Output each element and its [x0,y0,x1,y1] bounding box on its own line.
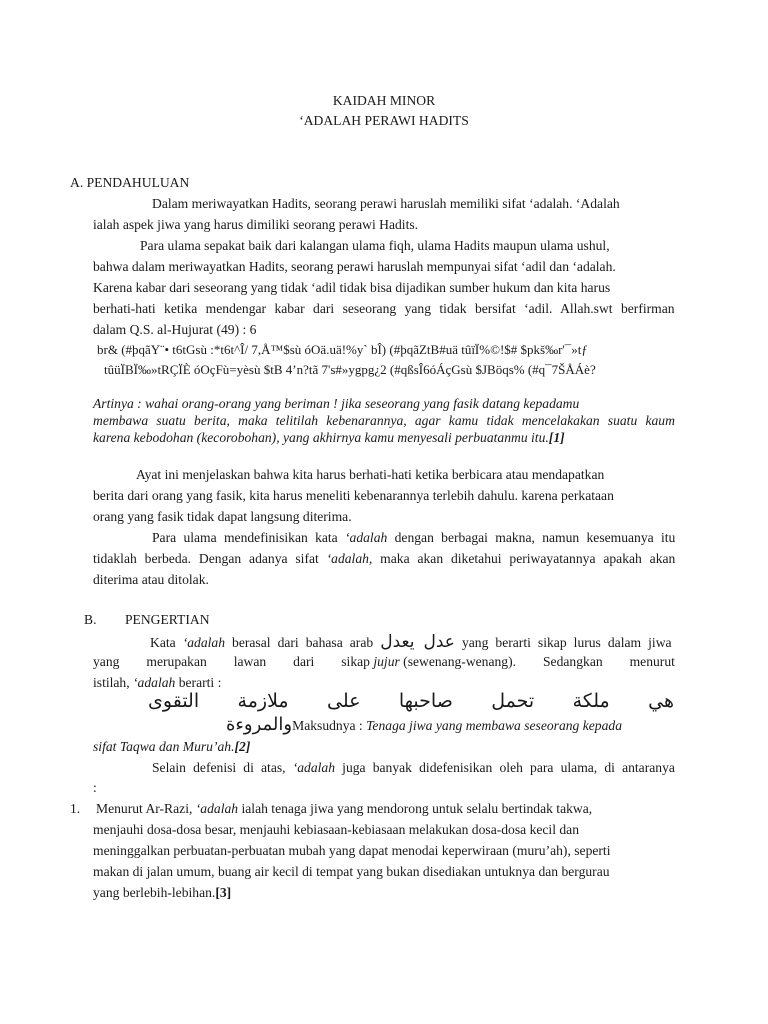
section-a-p2-line1: Para ulama sepakat baik dari kalangan ulama fiqh, ulama Hadits maupun ulama ushul, [140,238,610,253]
text-span: ialah tenaga jiwa yang mendorong untuk selalu bertindak takwa, [238,801,593,816]
section-a-p2-line4: berhati-hati ketika mendengar kabar dari seseorang yang tidak bersifat ‘adil. Allah.swt berfirman [93,301,675,316]
section-b-line3 [93,676,221,690]
quran-garbled-line2: tûüÏBÏ‰»tRÇÏÈ óOçFù=yèsù $tB 4’n?tã 7's#»ygpg¿2 (#qßsÎ6óÁçGsù $JBöqs% (#q¯7ŠÅÁè? [104,362,596,377]
term-adalah: ‘adalah, [326,551,373,566]
word: yang [93,654,120,669]
word: dari [293,654,315,669]
section-b-heading: PENGERTIAN [125,612,210,627]
arabic-word: صاحبها [398,690,453,712]
text-span: dengan berbagai makna, namun kesemuanya itu [387,530,676,545]
section-a-p3-line2: berita dari orang yang fasik, kita harus meneliti kebenarannya terlebih dahulu. karena perkataan [93,488,614,503]
list-item-number: 1. [70,801,81,816]
footnote-ref-3[interactable]: [3] [215,885,232,900]
translation-line2: membawa suatu berita, maka telitilah kebenarannya, agar kamu tidak mencelakakan suatu kaum [93,413,675,428]
text-span: maka akan diketahui periwayatannya apakah akan [372,551,676,566]
term-adalah: ‘adalah [182,635,225,650]
text-span: juga banyak didefenisikan oleh para ulama, di antaranya [335,760,675,775]
text-span: yang berarti sikap lurus dalam jiwa [454,635,672,650]
jujur-phrase [341,655,516,669]
text-span: (sewenang-wenang). [399,654,517,669]
footnote-ref-1[interactable]: [1] [548,430,565,445]
section-a-p1-line2: ialah aspek jiwa yang harus dimiliki seorang perawi Hadits. [93,217,419,232]
doc-title-line2: ‘ADALAH PERAWI HADITS [299,113,469,128]
maksudnya-text: Tenaga jiwa yang membawa seseorang kepada [366,718,622,733]
word: lawan [233,654,267,669]
section-b-line8: : [93,780,97,795]
arabic-word: تحمل [491,690,535,712]
translation-text: karena kebodohan (kecorobohan), yang akhirnya kamu menyesali perbuatanmu itu. [93,430,549,445]
text-span: Menurut Ar-Razi, [96,801,196,816]
section-a-p3-line1: Ayat ini menjelaskan bahwa kita harus berhati-hati ketika berbicara atau mendapatkan [136,467,605,482]
section-a-heading: A. PENDAHULUAN [70,175,190,190]
text-span: berasal dari bahasa arab [225,635,381,650]
footnote-ref-2[interactable]: [2] [234,739,251,754]
text-span: Kata [150,635,183,650]
list-item-line4: makan di jalan umum, buang air kecil di tempat yang bukan disediakan untuknya dan bergurau [93,864,610,879]
section-a-p2-line2: bahwa dalam meriwayatkan Hadits, seorang perawi haruslah mempunyai sifat ‘adil dan ‘adalah. [93,259,616,274]
arabic-word: ملازمة [237,690,289,712]
text-span: sifat Taqwa dan Muru’ah. [93,739,235,754]
term-adalah: ‘adalah [195,801,239,816]
arabic-wal-muruah: والمروءة [226,714,293,735]
section-a-p3-line3: orang yang fasik tidak dapat langsung diterima. [93,509,352,524]
section-a-p2-line5: dalam Q.S. al-Hujurat (49) : 6 [93,322,257,337]
section-a-p1-line1 [152,197,675,211]
term-adalah: ‘adalah [345,530,388,545]
doc-title-line1: KAIDAH MINOR [332,93,436,108]
arabic-definition-line [148,692,674,711]
text-span: tidaklah berbeda. Dengan adanya sifat [93,551,327,566]
text-span: yang berlebih-lebihan. [93,885,216,900]
section-b-letter: B. [84,612,97,627]
arabic-word: ملكة [572,690,610,712]
text-span: Maksudnya : [292,718,367,733]
section-b-line1 [150,634,672,651]
translation-line3 [93,431,565,445]
text-span: Para ulama mendefinisikan kata [152,530,346,545]
arabic-word: على [327,690,361,712]
word: menurut [629,654,675,669]
term-jujur: jujur [373,654,400,669]
arabic-word: هي [648,690,674,712]
word: merupakan [146,654,207,669]
section-b-line6 [93,740,250,754]
list-item-line3: meninggalkan perbuatan-perbuatan mubah yang dapat menodai keperwiraan (muru’ah), seperti [93,843,611,858]
text-span: Selain defenisi di atas, [152,760,293,775]
text-span: berarti : [175,675,222,690]
section-a-p2-line3: Karena kabar dari seseorang yang tidak ‘adil tidak bisa dijadikan sumber hukum dan kita harus [93,280,611,295]
translation-line1: Artinya : wahai orang-orang yang beriman ! jika seseorang yang fasik datang kepadamu [93,396,580,411]
text-span: istilah, [93,675,134,690]
arabic-adala-yadilu: عدل يعدل [380,632,455,652]
text-span: Dalam meriwayatkan Hadits, seorang perawi haruslah memiliki sifat ‘adalah. ‘Adalah [152,196,620,211]
list-item-line1 [96,802,592,816]
quran-garbled-line1: br& (#þqãY¨• t6tGsù :*t6t^Î/ 7,Å™$sù óOä.uä!%y` bÎ) (#þqãZtB#uä tûïÏ%©!$# $pkš‰r'¯»tƒ [97,342,588,357]
word: Sedangkan [543,654,603,669]
section-a-p4-line1 [152,531,675,545]
term-adalah: ‘adalah [133,675,176,690]
section-a-p4-line3: diterima atau ditolak. [93,572,209,587]
section-b-line2 [93,655,675,669]
arabic-word: التقوى [148,690,200,712]
section-b-line7 [152,761,675,775]
text-span: sikap [341,654,374,669]
list-item-line2: menjauhi dosa-dosa besar, menjauhi kebiasaan-kebiasaan melakukan dosa-dosa kecil dan [93,822,580,837]
list-item-line5 [93,886,231,900]
section-b-line5 [226,716,622,734]
term-adalah: ‘adalah [292,760,336,775]
section-a-p4-line2 [93,552,675,566]
